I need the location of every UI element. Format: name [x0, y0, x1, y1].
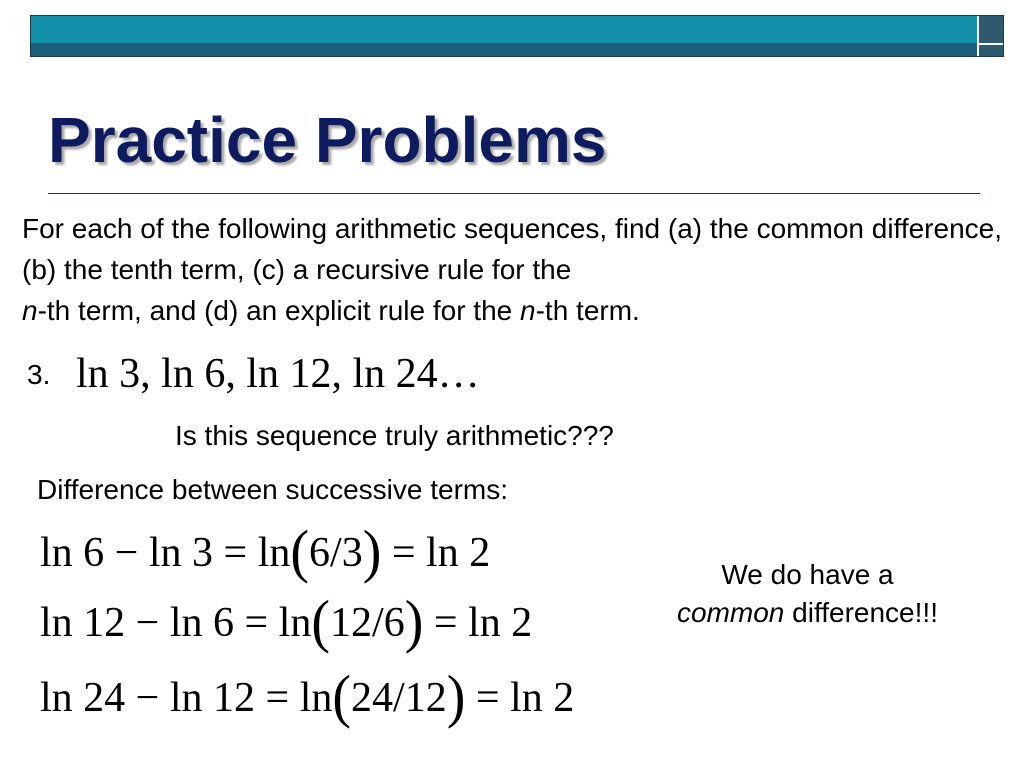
equation-3-rhs: = ln 2 — [475, 675, 575, 721]
conclusion-emphasis: common — [677, 597, 785, 628]
top-bar-side-block — [979, 16, 1003, 56]
equation-3-close-paren: ) — [446, 664, 466, 730]
sequence-expression: ln 3, ln 6, ln 12, ln 24… — [76, 351, 480, 397]
title-divider — [48, 193, 980, 194]
arithmetic-question: Is this sequence truly arithmetic??? — [175, 420, 614, 451]
equation-2-close-paren: ) — [404, 589, 424, 655]
equation-3-inner: 24/12 — [351, 675, 447, 721]
equation-1-rhs: = ln 2 — [391, 530, 491, 576]
top-bar-lower — [31, 43, 977, 56]
equation-2 — [40, 590, 532, 654]
conclusion-line-2: difference!!! — [784, 597, 938, 628]
top-bar-side-line — [979, 43, 1003, 45]
conclusion-text — [640, 556, 975, 632]
equation-1-close-paren: ) — [362, 519, 382, 585]
top-bar-main — [31, 16, 977, 43]
equation-1-inner: 6/3 — [309, 530, 363, 576]
instructions-n-2: n — [520, 295, 536, 326]
equation-3-open-paren: ( — [332, 664, 352, 730]
equation-1 — [40, 520, 490, 584]
difference-label: Difference between successive terms: — [37, 474, 509, 505]
equation-2-rhs: = ln 2 — [433, 600, 533, 646]
instructions-part-3: -th term. — [535, 295, 640, 326]
equation-3-lhs: ln 24 − ln 12 = ln — [40, 675, 333, 721]
problem-number: 3. — [27, 359, 51, 390]
instructions-text — [22, 208, 1012, 331]
slide-title: Practice Problems — [48, 104, 607, 176]
equation-2-lhs: ln 12 − ln 6 = ln — [40, 600, 312, 646]
equation-3 — [40, 665, 574, 729]
equation-2-open-paren: ( — [311, 589, 331, 655]
equation-1-lhs: ln 6 − ln 3 = ln — [40, 530, 291, 576]
equation-2-inner: 12/6 — [330, 600, 405, 646]
instructions-part-1: For each of the following arithmetic sequences, find (a) the common difference, (b) the tenth term, (c) a recursive rule for the — [22, 213, 1002, 285]
conclusion-line-1: We do have a — [721, 559, 894, 590]
instructions-part-2: -th term, and (d) an explicit rule for the — [37, 295, 513, 326]
instructions-n-1: n — [22, 295, 38, 326]
equation-1-open-paren: ( — [290, 519, 310, 585]
